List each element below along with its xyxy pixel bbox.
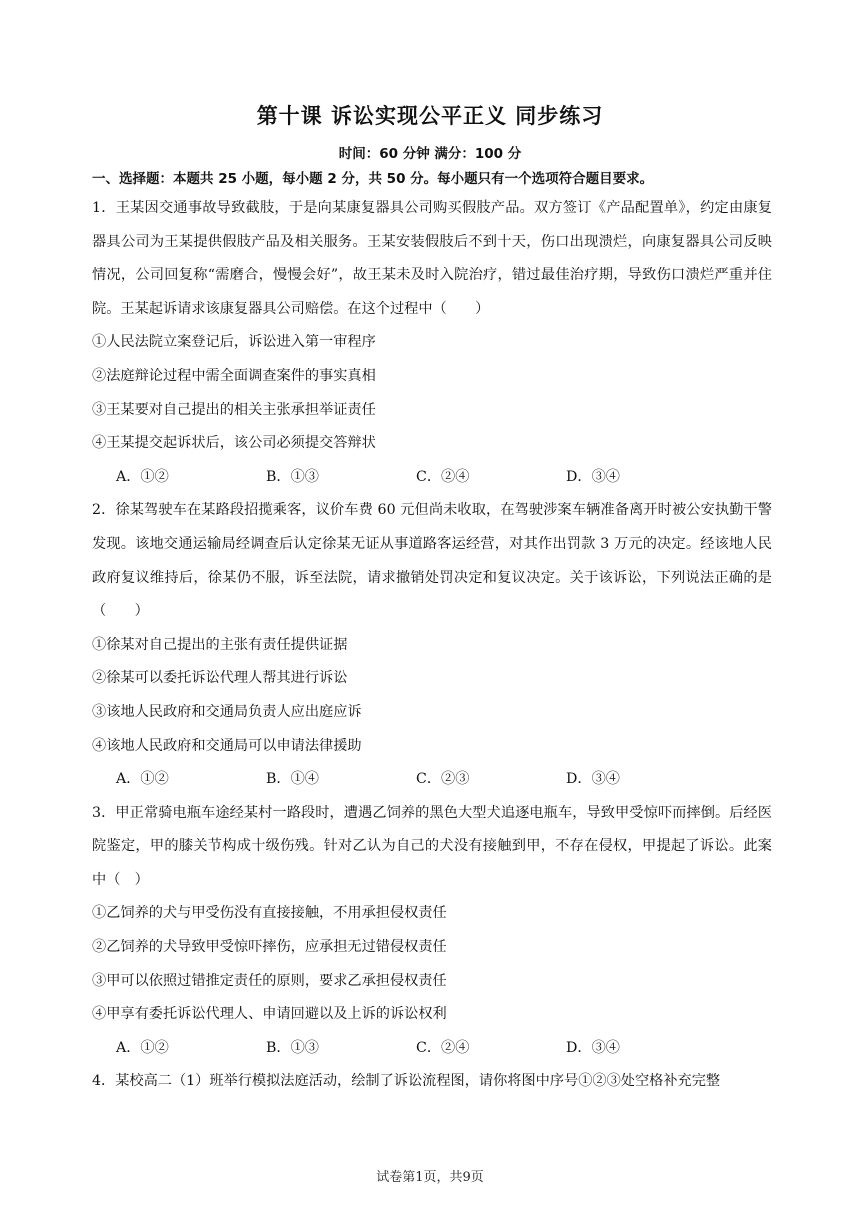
statement-option: ④该地人民政府和交通局可以申请法律援助 [92,737,362,754]
choice-c: C．②③ [416,771,470,788]
question-4 [92,1065,772,1099]
exam-time-score: 时间：60 分钟 满分：100 分 [338,146,522,162]
answer-choices [92,763,772,797]
statement-option: ④王某提交起诉状后，该公司必须提交答辩状 [92,435,376,452]
statement-option: ③该地人民政府和交通局负责人应出庭应诉 [92,703,362,720]
page-footer: 试卷第1页，共9页 [376,1170,484,1185]
statement-option: ②乙饲养的犬导致甲受惊吓摔伤，应承担无过错侵权责任 [92,939,447,956]
choice-b: B．①④ [266,771,319,788]
statement-option: ①徐某对自己提出的主张有责任提供证据 [92,636,348,653]
statement-option: ②徐某可以委托诉讼代理人帮其进行诉讼 [92,670,348,687]
question-stem: 4．某校高二（1）班举行模拟法庭活动，绘制了诉讼流程图，请你将图中序号①②③处空格补充完整 [92,1073,721,1090]
answer-choices [92,1032,772,1066]
choice-b: B．①③ [266,468,319,485]
statement-option: ③甲可以依照过错推定责任的原则，要求乙承担侵权责任 [92,972,447,989]
question-stem: 1．王某因交通事故导致截肢，于是向某康复器具公司购买假肢产品。双方签订《产品配置单》，约定由康复器具公司为王某提供假肢产品及相关服务。王某安装假肢后不到十天，伤口出现溃烂，向康复器具公司反映情况，公司回复称“需磨合，慢慢会好”，故王某未及时入院治疗，错过最佳治疗期，导致伤口溃烂严重并住院。王某起诉请求该康复器具公司赔偿。在这个过程中（ ） [92,200,772,317]
question-1 [92,192,772,494]
statement-option: ①乙饲养的犬与甲受伤没有直接接触，不用承担侵权责任 [92,905,447,922]
questions-list [92,192,772,1099]
statement-option: ③王某要对自己提出的相关主张承担举证责任 [92,401,376,418]
answer-choices [92,461,772,495]
choice-c: C．②④ [416,468,470,485]
question-3 [92,797,772,1066]
page-title: 第十课 诉讼实现公平正义 同步练习 [256,104,604,128]
choice-a: A．①② [116,771,169,788]
choice-a: A．①② [116,468,169,485]
question-2 [92,494,772,796]
question-stem: 2．徐某驾驶车在某路段招揽乘客，议价车费 60 元但尚未收取，在驾驶涉案车辆准备离开时被公安执勤干警发现。该地交通运输局经调查后认定徐某无证从事道路客运经营，对其作出罚款 3 万元的决定。经该地人民政府复议维持后，徐某仍不服，诉至法院，请求撤销处罚决定和复议决定。关于该诉讼，下列说法正确的是（ ） [92,502,772,620]
section-heading: 一、选择题：本题共 25 小题，每小题 2 分，共 50 分。每小题只有一个选项符合题目要求。 [92,171,654,187]
choice-d: D．③④ [566,771,620,788]
choice-d: D．③④ [566,468,620,485]
choice-a: A．①② [116,1039,169,1056]
choice-b: B．①③ [266,1039,319,1056]
choice-d: D．③④ [566,1039,620,1056]
question-stem: 3．甲正常骑电瓶车途经某村一路段时，遭遇乙饲养的黑色大型犬追逐电瓶车，导致甲受惊吓而摔倒。后经医院鉴定，甲的膝关节构成十级伤残。针对乙认为自己的犬没有接触到甲，不存在侵权，甲提起了诉讼。此案中（ ） [92,804,772,888]
statement-option: ④甲享有委托诉讼代理人、申请回避以及上诉的诉讼权利 [92,1006,447,1023]
statement-option: ①人民法院立案登记后，诉讼进入第一审程序 [92,334,376,351]
statement-option: ②法庭辩论过程中需全面调查案件的事实真相 [92,367,376,384]
choice-c: C．②④ [416,1039,470,1056]
